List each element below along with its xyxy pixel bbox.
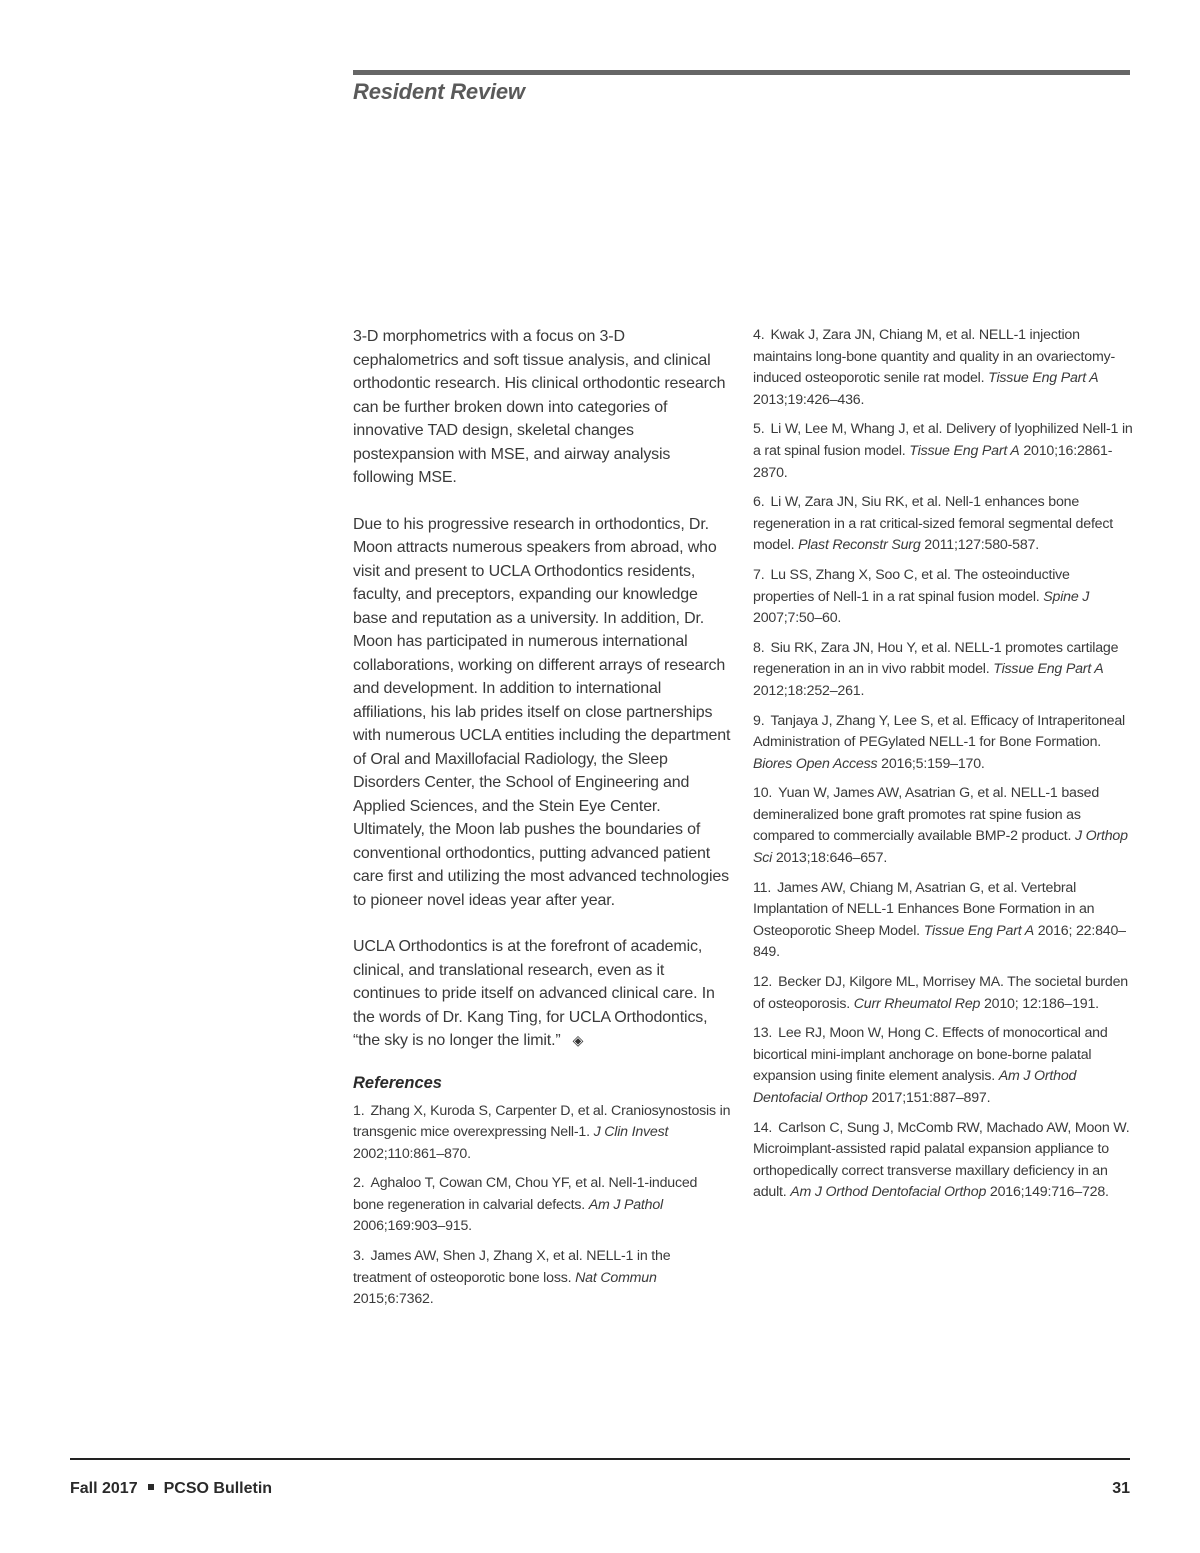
reference-number: 2.	[353, 1175, 365, 1192]
reference-item	[753, 492, 1133, 557]
reference-authors-title: Tanjaya J, Zhang Y, Lee S, et al. Efficacy of Intraperitoneal Administration of PEGylated NELL-1 for Bone Formation.	[753, 712, 1125, 751]
reference-citation: 2013;18:646–657.	[775, 850, 888, 867]
section-title: Resident Review	[353, 79, 525, 104]
reference-journal: Plast Reconstr Surg	[798, 537, 921, 554]
reference-citation: 2006;169:903–915.	[353, 1218, 472, 1235]
reference-journal: Curr Rheumatol Rep	[853, 995, 981, 1012]
reference-authors-title: Yuan W, James AW, Asatrian G, et al. NELL-1 based demineralized bone graft promotes rat spine fusion as compared to commercially available BMP-2 product.	[753, 785, 1100, 845]
reference-authors-title: Zhang X, Kuroda S, Carpenter D, et al. Craniosynostosis in transgenic mice overexpressing Nell-1.	[353, 1102, 731, 1141]
reference-number: 11.	[753, 879, 772, 896]
reference-item	[753, 1023, 1133, 1109]
reference-journal: Am J Orthod Dentofacial Orthop	[790, 1184, 987, 1201]
reference-number: 12.	[753, 974, 773, 991]
references-list-right	[753, 325, 1133, 1204]
reference-item	[753, 565, 1133, 630]
reference-item	[353, 1101, 731, 1166]
reference-authors-title: Siu RK, Zara JN, Hou Y, et al. NELL-1 promotes cartilage regeneration in an in vivo rabbit model.	[753, 639, 1119, 678]
header-rule	[353, 70, 1130, 75]
reference-item	[753, 878, 1133, 964]
reference-citation: 2010; 12:186–191.	[983, 995, 1099, 1012]
footer-issue: Fall 2017	[70, 1480, 138, 1497]
left-column	[353, 325, 731, 1319]
reference-citation: 2016;149:716–728.	[989, 1184, 1109, 1201]
reference-citation: 2015;6:7362.	[353, 1291, 434, 1308]
reference-journal: Biores Open Access	[753, 755, 878, 772]
reference-item	[753, 419, 1133, 484]
reference-authors-title: Lu SS, Zhang X, Soo C, et al. The osteoinductive properties of Nell-1 in a rat spinal fusion model.	[753, 566, 1070, 605]
reference-citation: 2016; 22:840–849.	[753, 922, 1126, 961]
reference-citation: 2011;127:580-587.	[924, 537, 1039, 554]
reference-number: 13.	[753, 1025, 773, 1042]
body-paragraph-1: 3-D morphometrics with a focus on 3-D cephalometrics and soft tissue analysis, and clinical orthodontic research. His clinical orthodontic research can be further broken down into categories of innovative TAD design, skeletal changes postexpansion with MSE, and airway analysis following MSE.	[353, 328, 726, 486]
reference-journal: Spine J	[1043, 588, 1090, 605]
reference-journal: Tissue Eng Part A	[909, 442, 1020, 459]
reference-authors-title: Becker DJ, Kilgore ML, Morrisey MA. The societal burden of osteoporosis.	[753, 974, 1128, 1012]
reference-authors-title: Carlson C, Sung J, McComb RW, Machado AW, Moon W. Microimplant-assisted rapid palatal expansion appliance to orthopedically correct transverse maxillary deficiency in an adult.	[753, 1119, 1130, 1201]
reference-authors-title: James AW, Chiang M, Asatrian G, et al. Vertebral Implantation of NELL-1 Enhances Bone Formation in an Osteoporotic Sheep Model.	[753, 879, 1095, 939]
reference-number: 10.	[753, 785, 773, 802]
footer-rule	[70, 1458, 1130, 1460]
reference-authors-title: Aghaloo T, Cowan CM, Chou YF, et al. Nell-1-induced bone regeneration in calvarial defects.	[353, 1175, 698, 1213]
reference-authors-title: James AW, Shen J, Zhang X, et al. NELL-1 in the treatment of osteoporotic bone loss.	[353, 1248, 671, 1286]
reference-number: 8.	[753, 639, 765, 656]
reference-number: 3.	[353, 1248, 365, 1265]
reference-number: 7.	[753, 566, 765, 583]
end-of-article-icon: ◈	[572, 1032, 584, 1048]
reference-authors-title: Li W, Zara JN, Siu RK, et al. Nell-1 enhances bone regeneration in a rat critical-sized femoral segmental defect model.	[753, 494, 1114, 554]
reference-journal: J Clin Invest	[593, 1124, 669, 1141]
reference-item	[753, 325, 1133, 411]
reference-citation: 2017;151:887–897.	[871, 1090, 991, 1106]
reference-journal: Am J Orthod Dentofacial Orthop	[753, 1068, 1077, 1106]
reference-item	[753, 783, 1133, 869]
footer-separator-icon	[148, 1484, 154, 1490]
reference-citation: 2007;7:50–60.	[753, 610, 842, 627]
reference-journal: Tissue Eng Part A	[923, 922, 1034, 939]
right-column	[753, 325, 1133, 1212]
reference-journal: Nat Commun	[575, 1269, 657, 1286]
body-paragraph-3-text: UCLA Orthodontics is at the forefront of academic, clinical, and translational research, even as it continues to pride itself on advanced clinical care. In the words of Dr. Kang Ting, for UCLA Orthodontics, “the sky is no longer the limit.”	[353, 938, 715, 1049]
reference-authors-title: Li W, Lee M, Whang J, et al. Delivery of lyophilized Nell-1 in a rat spinal fusion model.	[753, 421, 1133, 459]
reference-item	[753, 972, 1133, 1015]
reference-item	[353, 1246, 731, 1311]
reference-authors-title: Lee RJ, Moon W, Hong C. Effects of monocortical and bicortical mini-implant anchorage on bone-borne palatal expansion using finite element analysis.	[753, 1025, 1108, 1085]
reference-number: 9.	[753, 712, 765, 729]
reference-journal: Am J Pathol	[588, 1196, 664, 1213]
reference-item	[753, 638, 1133, 703]
reference-journal: J Orthop Sci	[753, 828, 1128, 867]
footer-publication	[70, 1480, 272, 1498]
page-number: 31	[1112, 1480, 1130, 1497]
reference-item	[353, 1173, 731, 1238]
reference-citation: 2012;18:252–261.	[753, 682, 865, 699]
references-heading: References	[353, 1073, 442, 1092]
reference-journal: Tissue Eng Part A	[988, 370, 1099, 387]
reference-number: 1.	[353, 1102, 365, 1119]
body-paragraph-3	[353, 935, 731, 1053]
reference-citation: 2013;19:426–436.	[753, 391, 865, 408]
reference-number: 14.	[753, 1119, 773, 1136]
reference-item	[753, 1118, 1133, 1204]
reference-number: 4.	[753, 327, 765, 343]
reference-number: 6.	[753, 494, 765, 511]
reference-citation: 2016;5:159–170.	[881, 755, 985, 772]
body-paragraph-2: Due to his progressive research in orthodontics, Dr. Moon attracts numerous speakers from abroad, who visit and present to UCLA Orthodontics residents, faculty, and preceptors, expanding our knowledge base and reputation as a university. In addition, Dr. Moon has participated in numerous international collaborations, working on different arrays of research and development. In addition to international affiliations, his lab prides itself on close partnerships with numerous UCLA entities including the department of Oral and Maxillofacial Radiology, the Sleep Disorders Center, the School of Engineering and Applied Sciences, and the Stein Eye Center. Ultimately, the Moon lab pushes the boundaries of conventional orthodontics, putting advanced patient care first and utilizing the most advanced technologies to pioneer novel ideas year after year.	[353, 515, 731, 909]
reference-citation: 2010;16:2861-2870.	[753, 442, 1113, 481]
reference-journal: Tissue Eng Part A	[993, 661, 1104, 678]
references-list-left	[353, 1101, 731, 1311]
reference-authors-title: Kwak J, Zara JN, Chiang M, et al. NELL-1 injection maintains long-bone quantity and quality in an ovariectomy-induced osteoporotic senile rat model.	[753, 327, 1116, 387]
reference-citation: 2002;110:861–870.	[353, 1145, 471, 1162]
footer-title: PCSO Bulletin	[163, 1480, 273, 1497]
reference-number: 5.	[753, 421, 765, 438]
reference-item	[753, 711, 1133, 776]
